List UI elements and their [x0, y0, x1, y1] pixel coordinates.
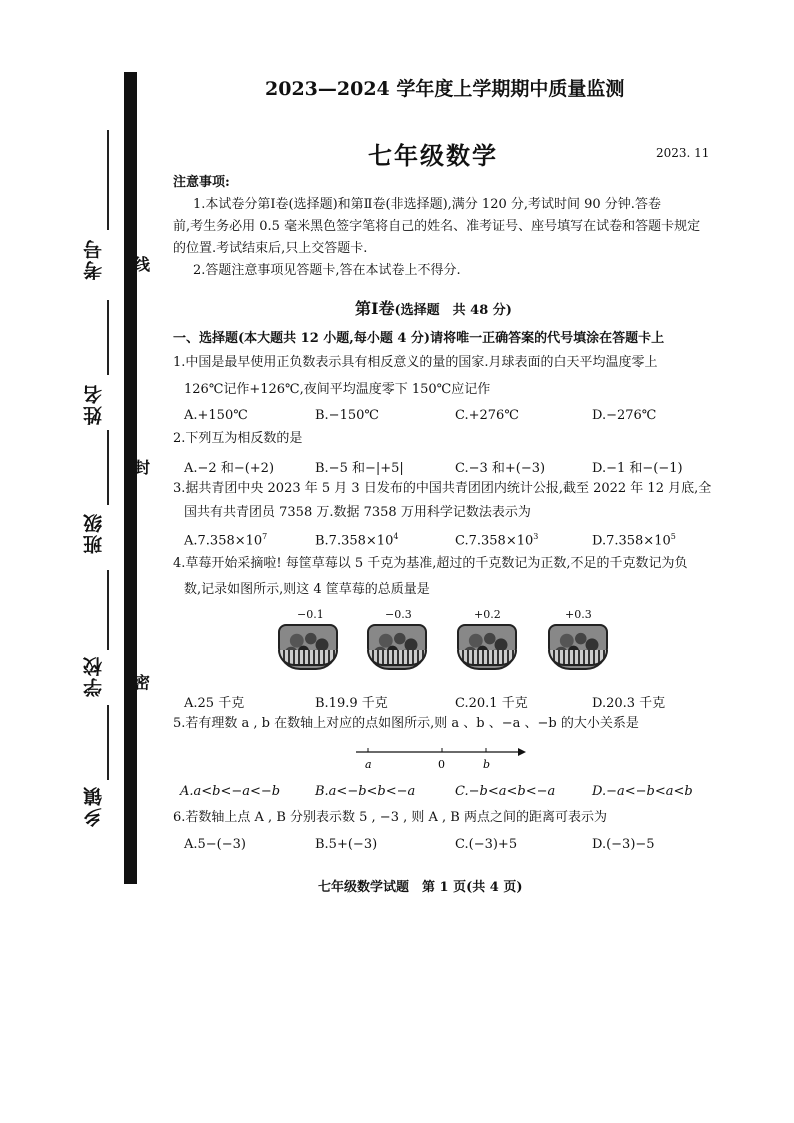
question-5-option-a[interactable]: A.a<b<−a<−b — [180, 784, 281, 799]
basket-3-value: +0.2 — [474, 608, 501, 621]
section-title — [355, 296, 512, 319]
notice-line-1: 1.本试卷分第Ⅰ卷(选择题)和第Ⅱ卷(非选择题),满分 120 分,考试时间 90 分钟.答卷 — [193, 197, 661, 212]
question-3-option-b-base: B.7.358×10 — [315, 533, 394, 549]
notice-line-3: 的位置.考试结束后,只上交答题卡. — [173, 241, 368, 256]
field-line-class — [107, 430, 109, 505]
seal-char-line: 线 — [134, 255, 151, 274]
number-line — [350, 742, 530, 772]
number-line-label-0: 0 — [438, 758, 445, 771]
field-label-town: 乡镇 — [83, 785, 105, 827]
question-3-option-a-exponent: 7 — [262, 532, 268, 541]
question-2-option-c[interactable]: C.−3 和+(−3) — [455, 461, 546, 476]
question-4-line-2: 数,记录如图所示,则这 4 筐草莓的总质量是 — [184, 582, 430, 597]
field-line-school — [107, 570, 109, 650]
question-6-option-c[interactable]: C.(−3)+5 — [455, 837, 518, 852]
question-3-option-d-base: D.7.358×10 — [592, 533, 671, 549]
question-4-option-d[interactable]: D.20.3 千克 — [592, 696, 666, 711]
question-1-option-b[interactable]: B.−150℃ — [315, 408, 379, 423]
notice-line-2: 前,考生务必用 0.5 毫米黑色签字笔将自己的姓名、准考证号、座号填写在试卷和答题卡规定 — [173, 219, 701, 234]
field-line-exam-number — [107, 130, 109, 230]
question-5-option-b[interactable]: B.a<−b<b<−a — [315, 784, 416, 799]
seal-char-secret: 密 — [134, 673, 151, 692]
number-line-label-b: b — [483, 758, 491, 771]
subject-title: 七年级数学 — [368, 141, 498, 170]
question-3-option-a-base: A.7.358×10 — [184, 533, 263, 549]
exam-title: 2023—2024 学年度上学期期中质量监测 — [265, 78, 625, 100]
basket-2-weave — [367, 650, 427, 666]
question-3-option-d-exponent: 5 — [670, 532, 676, 541]
basket-2-value: −0.3 — [385, 608, 412, 621]
question-4-line-1: 4.草莓开始采摘啦! 每筐草莓以 5 千克为基准,超过的千克数记为正数,不足的千克数记为负 — [173, 556, 688, 571]
number-line-label-a: a — [365, 758, 372, 771]
section-instruction: 一、选择题(本大题共 12 小题,每小题 4 分)请将唯一正确答案的代号填涂在答题卡上 — [173, 331, 665, 346]
field-label-class: 班级 — [83, 512, 105, 554]
question-3-option-b[interactable] — [315, 532, 398, 548]
question-6-option-b[interactable]: B.5+(−3) — [315, 837, 378, 852]
question-3-option-c-exponent: 3 — [533, 532, 539, 541]
exam-date: 2023. 11 — [656, 146, 710, 160]
question-3-option-c[interactable] — [455, 532, 538, 548]
question-3-option-a[interactable] — [184, 532, 267, 548]
question-4-option-a[interactable]: A.25 千克 — [184, 696, 245, 711]
page-footer: 七年级数学试题 第 1 页(共 4 页) — [318, 880, 523, 895]
question-1-option-c[interactable]: C.+276℃ — [455, 408, 519, 423]
field-line-name — [107, 300, 109, 375]
question-1-option-d[interactable]: D.−276℃ — [592, 408, 657, 423]
question-1-line-1: 1.中国是最早使用正负数表示具有相反意义的量的国家.月球表面的白天平均温度零上 — [173, 355, 658, 370]
question-3-line-1: 3.据共青团中央 2023 年 5 月 3 日发布的中国共青团团内统计公报,截至 2022 年 12 月底,全 — [173, 481, 712, 496]
question-2-line-1: 2.下列互为相反数的是 — [173, 431, 303, 446]
question-2-option-b[interactable]: B.−5 和−|+5| — [315, 461, 404, 476]
basket-4-value: +0.3 — [565, 608, 592, 621]
question-6-line-1: 6.若数轴上点 A , B 分别表示数 5 , −3 , 则 A , B 两点之间的距离可表示为 — [173, 810, 607, 825]
section-title-sub: (选择题 共 48 分) — [394, 303, 512, 318]
basket-3-weave — [457, 650, 517, 666]
notice-line-4: 2.答题注意事项见答题卡,答在本试卷上不得分. — [193, 263, 461, 278]
question-1-option-a[interactable]: A.+150℃ — [184, 408, 248, 423]
basket-4-weave — [548, 650, 608, 666]
field-label-exam-number: 考号 — [83, 238, 105, 280]
seal-char-seal: 封 — [134, 458, 151, 477]
question-4-option-c[interactable]: C.20.1 千克 — [455, 696, 528, 711]
question-5-option-d[interactable]: D.−a<−b<a<b — [592, 784, 693, 799]
field-line-town — [107, 705, 109, 780]
basket-1-weave — [278, 650, 338, 666]
question-3-line-2: 国共有共青团员 7358 万.数据 7358 万用科学记数法表示为 — [184, 505, 531, 520]
question-6-option-d[interactable]: D.(−3)−5 — [592, 837, 655, 852]
notice-heading: 注意事项: — [173, 175, 230, 190]
section-title-main: 第Ⅰ卷 — [355, 299, 395, 318]
question-1-line-2: 126℃记作+126℃,夜间平均温度零下 150℃应记作 — [184, 382, 491, 397]
question-2-option-a[interactable]: A.−2 和−(+2) — [184, 461, 275, 476]
question-3-option-c-base: C.7.358×10 — [455, 533, 534, 549]
basket-1-value: −0.1 — [297, 608, 324, 621]
question-4-option-b[interactable]: B.19.9 千克 — [315, 696, 388, 711]
question-5-line-1: 5.若有理数 a , b 在数轴上对应的点如图所示,则 a 、b 、−a 、−b 的大小关系是 — [173, 716, 639, 731]
binding-bar — [124, 72, 137, 884]
question-3-option-b-exponent: 4 — [393, 532, 399, 541]
question-2-option-d[interactable]: D.−1 和−(−1) — [592, 461, 683, 476]
field-label-name: 姓名 — [83, 383, 105, 425]
question-6-option-a[interactable]: A.5−(−3) — [184, 837, 246, 852]
question-3-option-d[interactable] — [592, 532, 676, 548]
question-5-option-c[interactable]: C.−b<a<b<−a — [455, 784, 556, 799]
field-label-school: 学校 — [83, 655, 105, 697]
number-line-arrow — [518, 748, 526, 756]
